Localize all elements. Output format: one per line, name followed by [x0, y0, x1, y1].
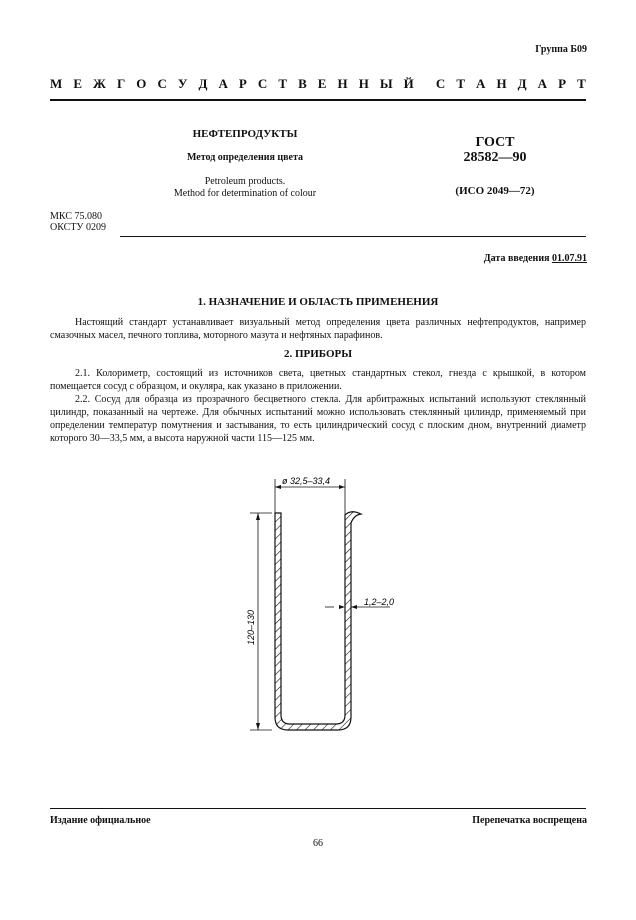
paragraph-2-1: 2.1. Колориметр, состоящий из источников света, цветных стандартных стекол, гнезда с крышкой, в котором помещается сосуд с образцом, и окуляра, как указано в приложении. — [50, 368, 586, 392]
banner-letter: А — [537, 76, 548, 91]
banner-letter: О — [136, 76, 147, 91]
banner-letter: А — [218, 76, 228, 91]
paragraph-2-2: 2.2. Сосуд для образца из прозрачного бесцветного стекла. Для арбитражных испытаний используют стеклянный цилиндр, показанный на чертеже. Для обычных испытаний можно использовать стеклянный цилиндр, применяемый при определении температур помутнения и застывания, то есть цилиндрический сосуд с плоским дном, внутренний диаметр которого 30—33,5 мм, а высота наружной части 115—125 мм. — [50, 394, 586, 444]
banner-letter: Т — [278, 76, 288, 91]
page-number: 66 — [313, 838, 323, 849]
banner-letter: Г — [116, 76, 126, 91]
section-1-heading: 1. НАЗНАЧЕНИЕ И ОБЛАСТЬ ПРИМЕНЕНИЯ — [197, 296, 439, 308]
title-rule — [120, 236, 586, 237]
standard-title: НЕФТЕПРОДУКТЫ — [192, 128, 298, 140]
banner-letter: Й — [403, 76, 414, 91]
wall-thickness-label: 1,2–2,0 — [364, 597, 395, 607]
section-2-heading: 2. ПРИБОРЫ — [283, 348, 353, 360]
english-name: Petroleum products. — [204, 176, 286, 187]
date-label: Дата введения — [483, 253, 550, 264]
banner-letter: А — [476, 76, 486, 91]
introduction-date — [484, 253, 587, 264]
section-1-text: Настоящий стандарт устанавливает визуальный метод определения цвета различных нефтепродуктов, например смазочных масел, печного топлива, моторного мазута и нефтяных парафинов. — [50, 317, 586, 341]
date-value: 01.07.91 — [552, 253, 587, 264]
banner-letter: Н — [337, 76, 348, 91]
banner-letter: Д — [517, 76, 527, 91]
height-label: 120–130 — [246, 609, 256, 645]
banner-letter: Е — [317, 76, 327, 91]
banner-letter: Н — [358, 76, 369, 91]
standard-subtitle: Метод определения цвета — [186, 152, 304, 163]
banner-letter: С — [157, 76, 167, 91]
official-edition-note: Издание официальное — [50, 815, 151, 826]
diameter-label: ø 32,5–33,4 — [282, 476, 331, 486]
header-rule — [50, 99, 586, 101]
banner-letter: Р — [238, 76, 247, 91]
english-title — [110, 176, 380, 200]
banner-letter: Ж — [93, 76, 106, 91]
banner-letter: Ы — [379, 76, 393, 91]
banner-letter: Н — [496, 76, 507, 91]
interstate-standard-banner — [50, 76, 586, 92]
banner-letter: С — [435, 76, 446, 91]
english-method: Method for determination of colour — [173, 188, 317, 199]
footer-rule — [50, 808, 586, 809]
banner-letter: Е — [73, 76, 82, 91]
group-code: Группа Б09 — [535, 44, 587, 55]
banner-letter: М — [50, 76, 63, 91]
banner-letter: Т — [456, 76, 465, 91]
banner-letter: У — [177, 76, 188, 91]
banner-letter: С — [257, 76, 268, 91]
classification-codes — [50, 211, 106, 233]
banner-letter: В — [298, 76, 307, 91]
cylinder-drawing — [230, 465, 410, 755]
gost-number: 28582—90 — [463, 150, 527, 165]
gost-label: ГОСТ — [475, 135, 515, 150]
mks-code: МКС 75.080 — [50, 211, 102, 222]
banner-letter: Д — [198, 76, 208, 91]
reprint-prohibited-note: Перепечатка воспрещена — [472, 815, 587, 826]
iso-reference: (ИСО 2049—72) — [455, 185, 535, 197]
cylinder-wall — [275, 512, 361, 730]
okstu-code: ОКСТУ 0209 — [50, 222, 107, 233]
banner-letter: Р — [558, 76, 567, 91]
banner-letter: Т — [577, 76, 586, 91]
